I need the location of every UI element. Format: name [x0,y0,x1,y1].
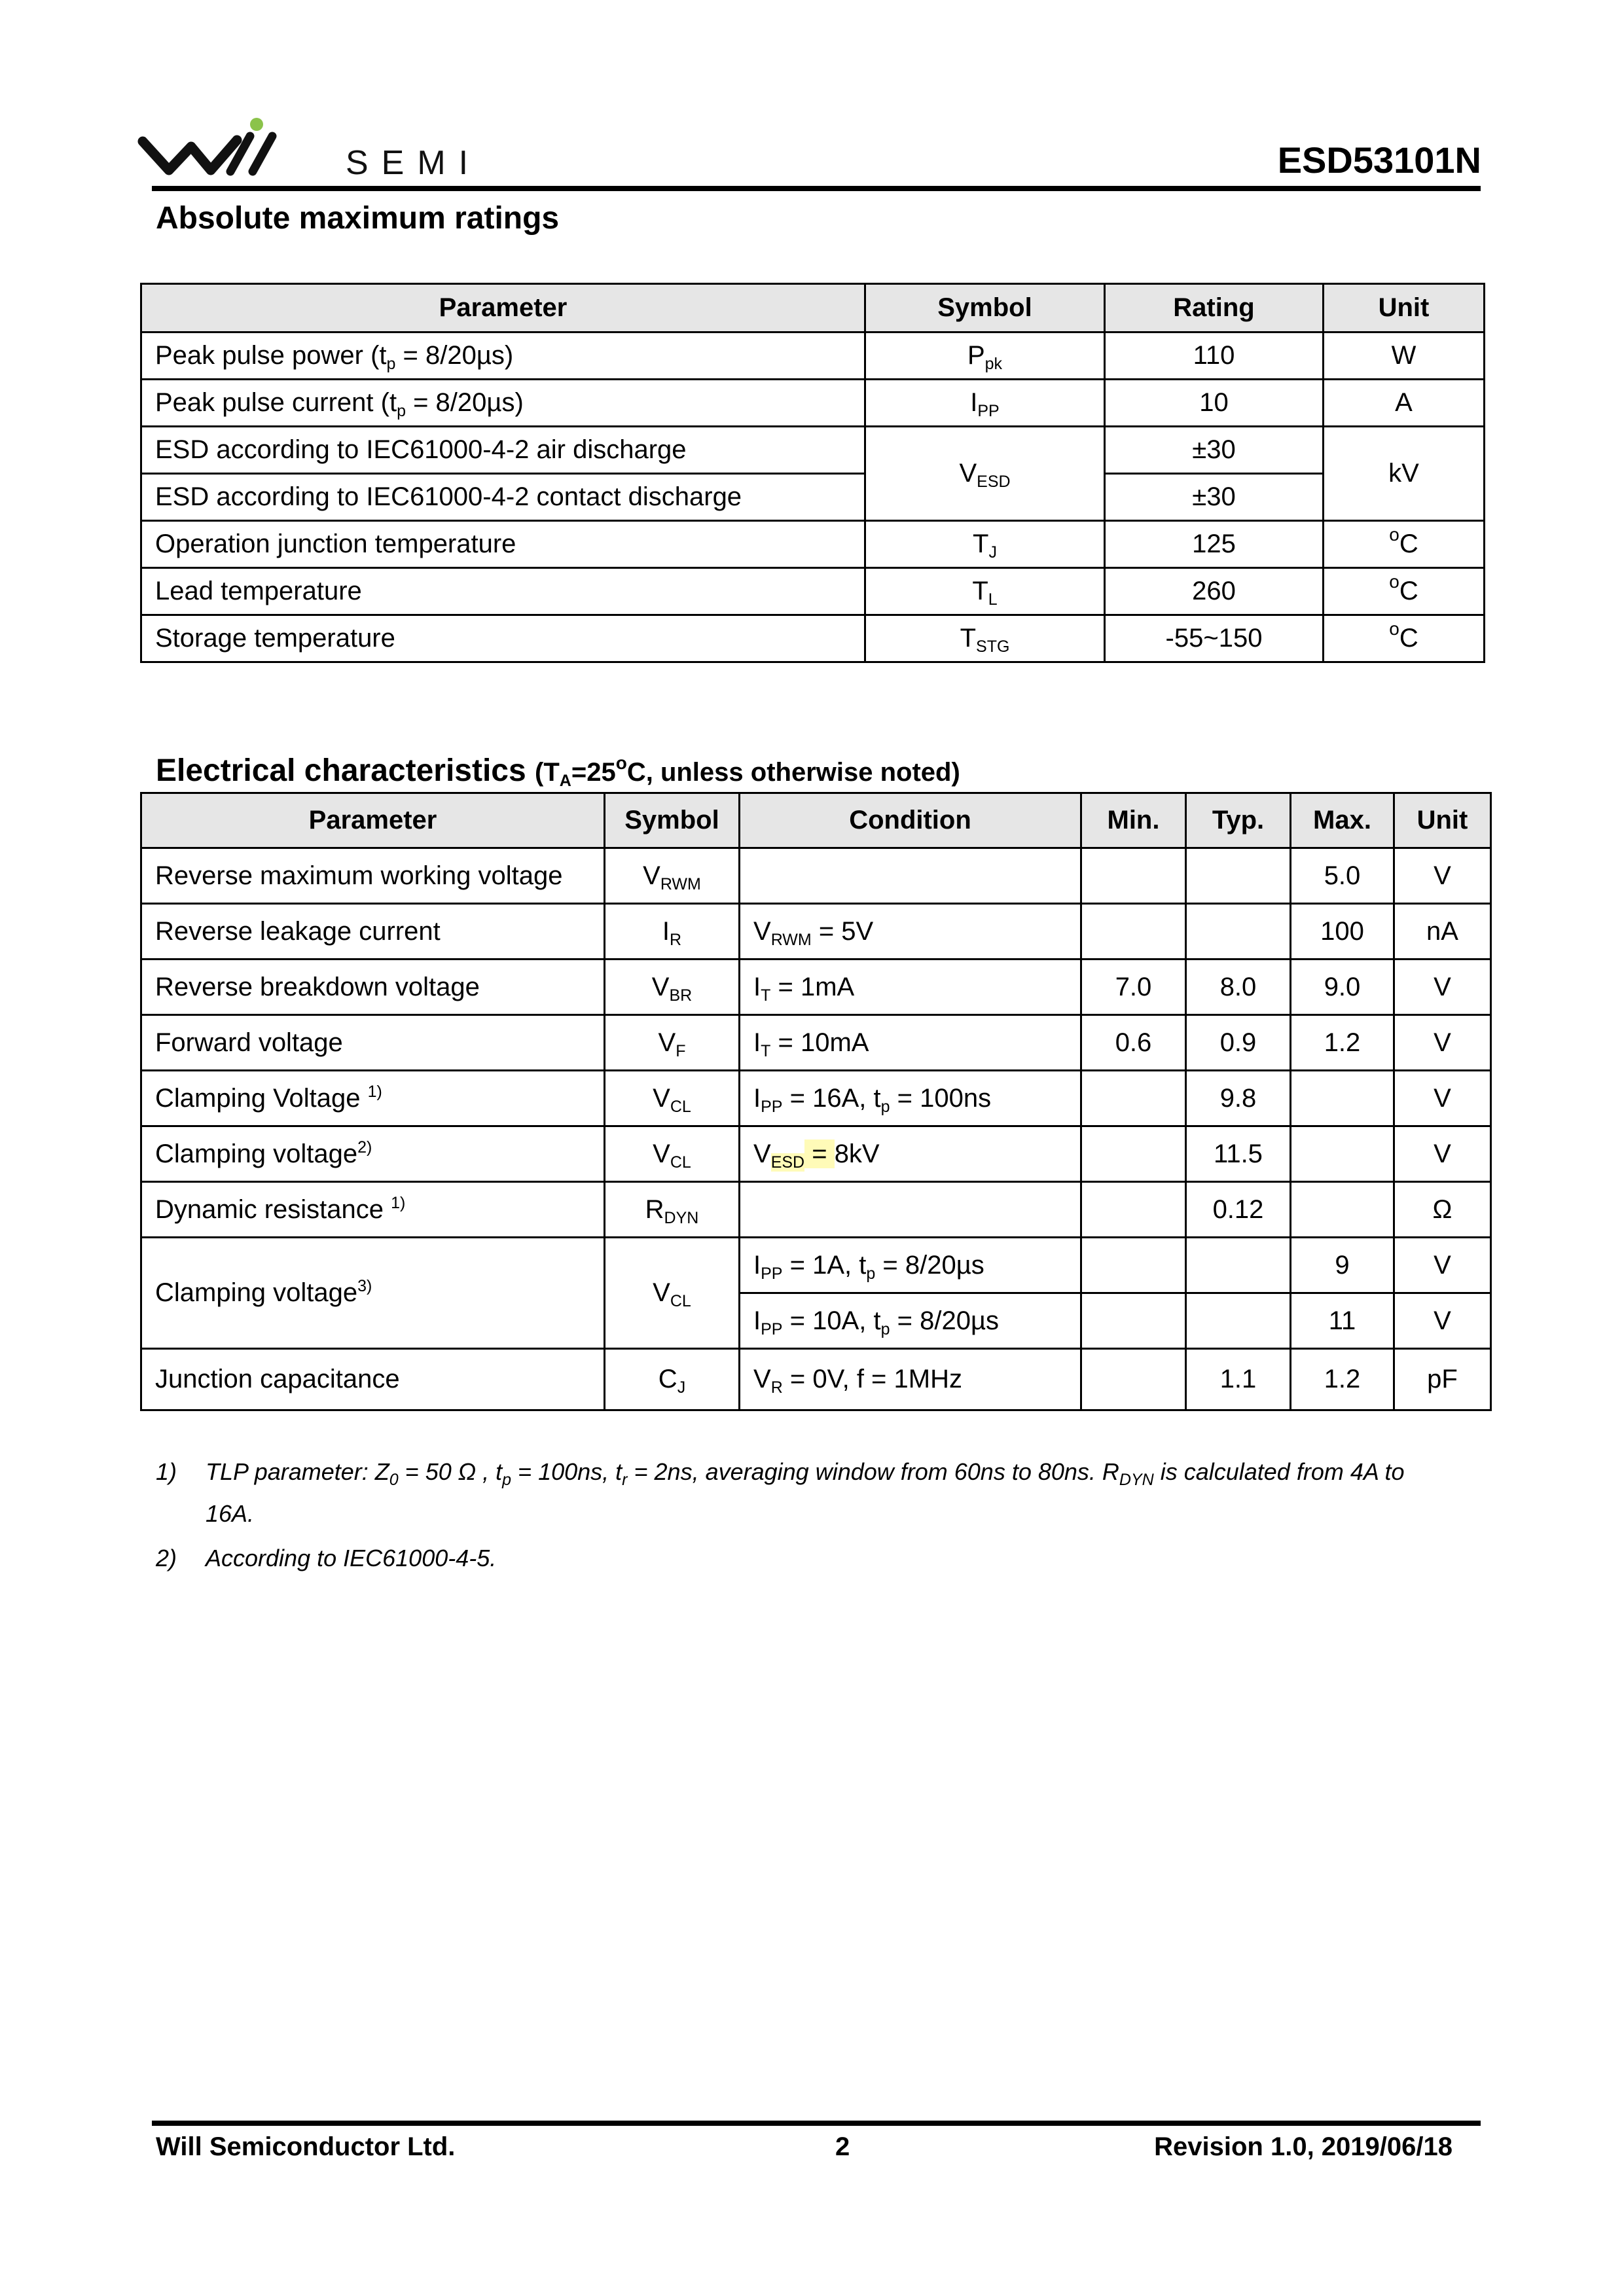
max-cell: 5.0 [1291,848,1394,904]
col-header: Min. [1081,793,1186,848]
typ-cell [1186,904,1291,960]
unit-cell: $^o$C [1324,568,1485,615]
max-cell [1291,1126,1394,1182]
unit-cell: pF [1394,1349,1491,1410]
symbol-cell: $V_{CL}$ [605,1071,740,1126]
rating-cell: -55~150 [1105,615,1324,662]
rating-cell: ±30 [1105,427,1324,474]
max-cell: 11 [1291,1293,1394,1349]
footnote-1: 1) TLP parameter: $Z_0 = 50$ Ω , $t_p = 100ns$, $t_r = 2ns$, averaging window from 60ns to 80ns. $R_{DYN}$ is calculated from 4A to 16A. [156,1458,1405,1527]
unit-cell: V [1394,1293,1491,1349]
typ-cell: 9.8 [1186,1071,1291,1126]
typ-cell: 8.0 [1186,960,1291,1015]
col-header: Unit [1394,793,1491,848]
symbol-cell: $V_{BR}$ [605,960,740,1015]
document-id: ESD53101N [1277,139,1481,181]
table-row [141,960,1491,1015]
symbol-cell: $V_{CL}$ [605,1238,740,1349]
typ-cell [1186,848,1291,904]
typ-cell: 11.5 [1186,1126,1291,1182]
min-cell: 7.0 [1081,960,1186,1015]
rating-cell: 260 [1105,568,1324,615]
param-cell: Forward voltage [141,1015,605,1071]
col-header: Symbol [605,793,740,848]
symbol-cell: $P_{pk}$ [865,332,1105,380]
param-cell: Clamping Voltage $^{1)}$ [141,1071,605,1126]
unit-cell: $^o$C [1324,521,1485,568]
rating-cell: 125 [1105,521,1324,568]
table-row [141,427,1485,474]
param-cell: Operation junction temperature [141,521,865,568]
min-cell [1081,848,1186,904]
param-cell: Reverse breakdown voltage [141,960,605,1015]
table-row [141,1182,1491,1238]
typ-cell: 0.9 [1186,1015,1291,1071]
condition-cell: $V_{ESD} = 8kV$ [740,1126,1081,1182]
rating-cell: ±30 [1105,474,1324,521]
param-cell: Dynamic resistance $^{1)}$ [141,1182,605,1238]
condition-cell [740,1182,1081,1238]
table-row [141,1015,1491,1071]
table-row [141,615,1485,662]
unit-cell: kV [1324,427,1485,521]
col-header: Rating [1105,284,1324,332]
col-header: Typ. [1186,793,1291,848]
param-cell: Lead temperature [141,568,865,615]
min-cell [1081,1293,1186,1349]
max-cell [1291,1071,1394,1126]
absolute-max-ratings-table [140,283,1485,663]
symbol-cell: $V_{CL}$ [605,1126,740,1182]
electrical-characteristics-table [140,792,1492,1411]
table-row [141,848,1491,904]
min-cell [1081,1349,1186,1410]
min-cell [1081,1182,1186,1238]
condition-cell: $V_{RWM} = 5V$ [740,904,1081,960]
param-cell: Junction capacitance [141,1349,605,1410]
typ-cell: 0.12 [1186,1182,1291,1238]
symbol-cell: $V_{ESD}$ [865,427,1105,521]
symbol-cell: $C_J$ [605,1349,740,1410]
min-cell: 0.6 [1081,1015,1186,1071]
max-cell: 9.0 [1291,960,1394,1015]
col-header: Symbol [865,284,1105,332]
unit-cell: $^o$C [1324,615,1485,662]
table-row [141,332,1485,380]
param-cell: ESD according to IEC61000-4-2 contact discharge [141,474,865,521]
condition-cell [740,848,1081,904]
table-row [141,1126,1491,1182]
footer-company: Will Semiconductor Ltd. [156,2132,456,2161]
table-row [141,1238,1491,1293]
param-cell: Clamping voltage$^{2)}$ [141,1126,605,1182]
col-header: Condition [740,793,1081,848]
symbol-cell: $T_L$ [865,568,1105,615]
col-header: Parameter [141,284,865,332]
max-cell: 1.2 [1291,1015,1394,1071]
table-row [141,904,1491,960]
section-title-absolute-max: Absolute maximum ratings [156,201,560,236]
section-title-electrical: Electrical characteristics ($T_A=25^oC$, unless otherwise noted) [156,753,960,790]
unit-cell: nA [1394,904,1491,960]
unit-cell: A [1324,380,1485,427]
param-cell: Storage temperature [141,615,865,662]
min-cell [1081,1126,1186,1182]
table-row [141,474,1485,521]
unit-cell: V [1394,1015,1491,1071]
will-semi-logo-graphic [137,117,517,188]
condition-cell: $I_{PP} = 1A$, $t_p = 8/20\mu s$ [740,1238,1081,1293]
unit-cell: V [1394,1071,1491,1126]
rating-cell: 110 [1105,332,1324,380]
min-cell [1081,904,1186,960]
logo-text: SEMI [346,144,482,182]
param-cell: Peak pulse power $(t_p = 8/20\mu s)$ [141,332,865,380]
table-header-row [141,284,1485,332]
param-cell: Reverse leakage current [141,904,605,960]
conditions-note: ($T_A=25^oC$, unless otherwise noted) [535,753,960,790]
symbol-cell: $T_{STG}$ [865,615,1105,662]
typ-cell [1186,1293,1291,1349]
footer-rule [152,2121,1481,2126]
company-logo [137,117,517,188]
header-rule [152,186,1481,191]
symbol-cell: $R_{DYN}$ [605,1182,740,1238]
symbol-cell: $I_{PP}$ [865,380,1105,427]
typ-cell: 1.1 [1186,1349,1291,1410]
param-cell: Reverse maximum working voltage [141,848,605,904]
condition-cell: $I_T = 10mA$ [740,1015,1081,1071]
page-number: 2 [835,2132,850,2161]
condition-cell: $I_T = 1mA$ [740,960,1081,1015]
max-cell: 1.2 [1291,1349,1394,1410]
symbol-cell: $V_F$ [605,1015,740,1071]
param-cell: Clamping voltage$^{3)}$ [141,1238,605,1349]
condition-cell: $I_{PP} = 10A$, $t_p = 8/20\mu s$ [740,1293,1081,1349]
col-header: Max. [1291,793,1394,848]
condition-cell: $V_R = 0V$, f = 1MHz [740,1349,1081,1410]
symbol-cell: $V_{RWM}$ [605,848,740,904]
footer-revision: Revision 1.0, 2019/06/18 [1154,2132,1453,2161]
condition-cell: $I_{PP} = 16A$, $t_p = 100ns$ [740,1071,1081,1126]
max-cell: 100 [1291,904,1394,960]
table-row [141,1349,1491,1410]
table-row [141,568,1485,615]
min-cell [1081,1238,1186,1293]
param-cell: Peak pulse current $(t_p = 8/20\mu s)$ [141,380,865,427]
footnote-2: 2) According to IEC61000-4-5. [156,1545,497,1571]
col-header: Unit [1324,284,1485,332]
table-row [141,1071,1491,1126]
table-header-row [141,793,1491,848]
table-row [141,380,1485,427]
max-cell: 9 [1291,1238,1394,1293]
min-cell [1081,1071,1186,1126]
unit-cell: V [1394,960,1491,1015]
col-header: Parameter [141,793,605,848]
max-cell [1291,1182,1394,1238]
typ-cell [1186,1238,1291,1293]
rating-cell: 10 [1105,380,1324,427]
unit-cell: V [1394,1126,1491,1182]
param-cell: ESD according to IEC61000-4-2 air discharge [141,427,865,474]
unit-cell: V [1394,848,1491,904]
unit-cell: Ω [1394,1182,1491,1238]
symbol-cell: $I_R$ [605,904,740,960]
unit-cell: V [1394,1238,1491,1293]
unit-cell: W [1324,332,1485,380]
symbol-cell: $T_J$ [865,521,1105,568]
table-row [141,521,1485,568]
